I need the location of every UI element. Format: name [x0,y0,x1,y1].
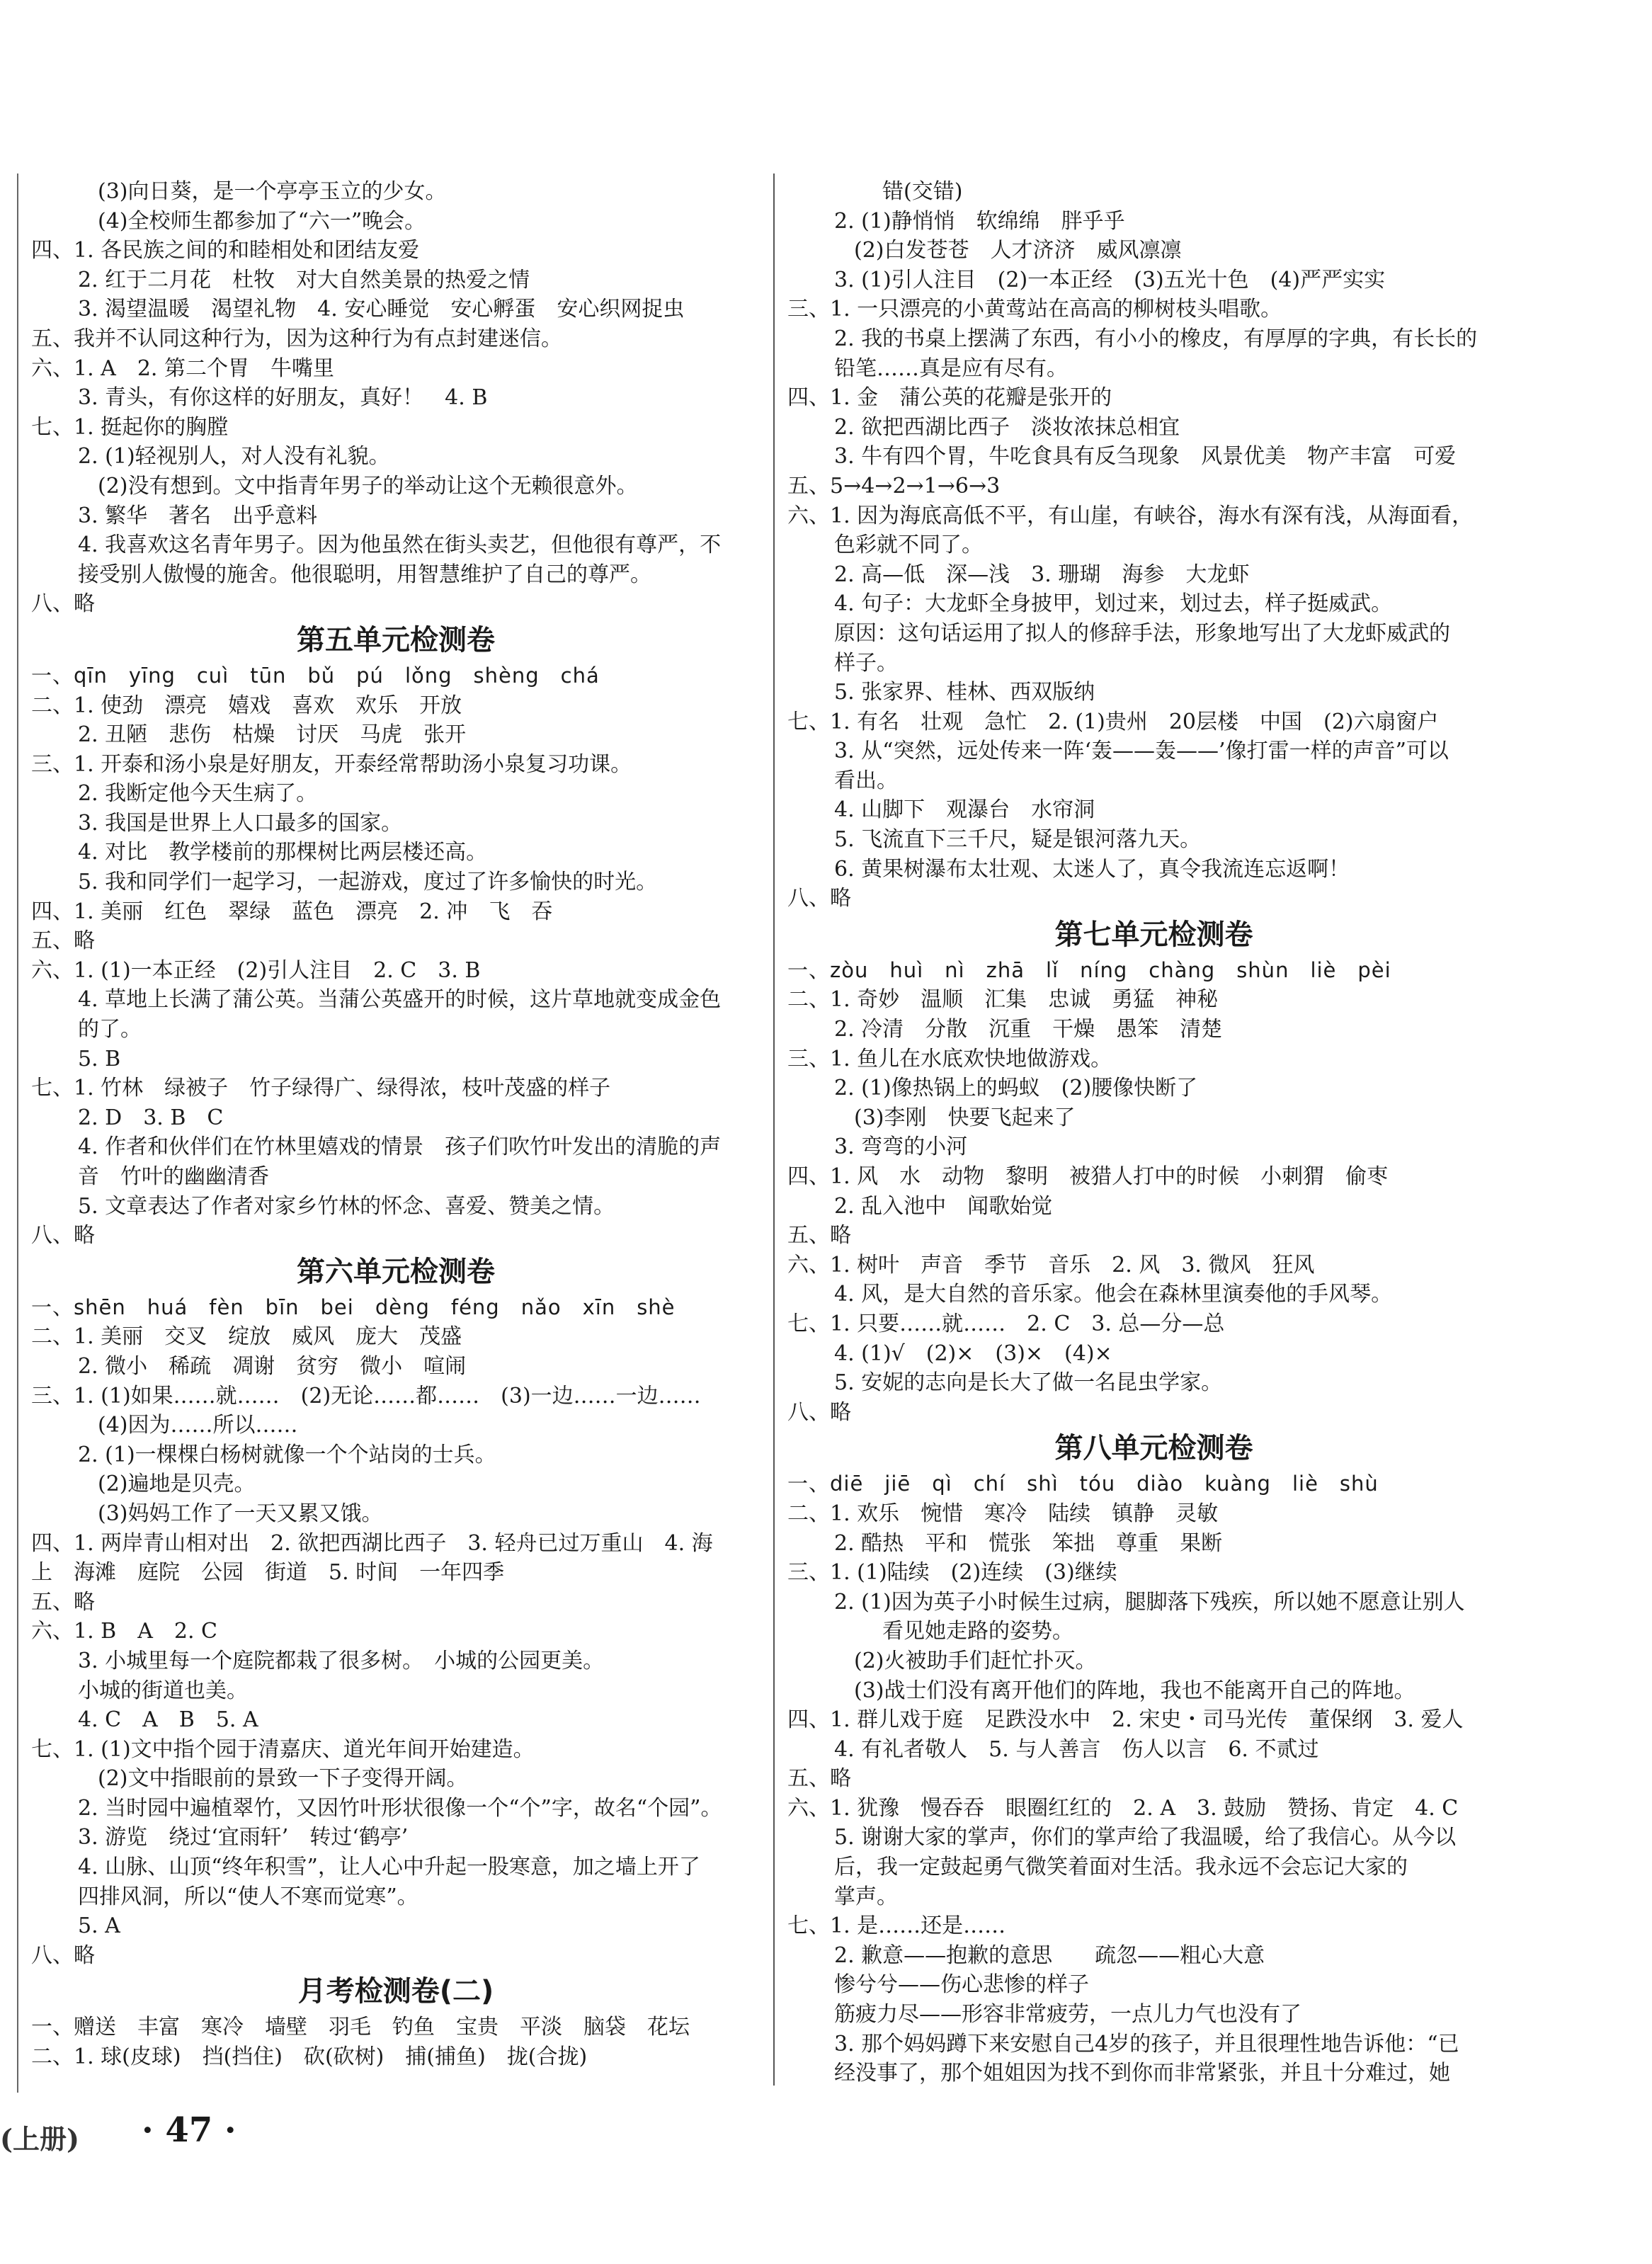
answer-line: 六、1. 犹豫 慢吞吞 眼圈红红的 2. A 3. 鼓励 赞扬、肯定 4. C [787,1795,1459,1821]
answer-line: 4. 作者和伙伴们在竹林里嬉戏的情景 孩子们吹竹叶发出的清脆的声 [78,1134,722,1160]
answer-line: 2. 我断定他今天生病了。 [78,781,318,807]
answer-line: 看出。 [834,768,898,793]
answer-line: 2. D 3. B C [78,1105,224,1130]
book-volume-label: (上册) [0,2123,79,2155]
answer-line: 三、1. (1)如果……就…… (2)无论……都…… (3)一边……一边…… [31,1383,701,1409]
answer-line: 六、1. (1)一本正经 (2)引人注目 2. C 3. B [31,957,481,983]
answer-line: 五、略 [31,928,95,954]
answer-line: 4. 我喜欢这名青年男子。因为他虽然在街头卖艺，但他很有尊严，不 [78,533,722,558]
pinyin-answer-line: 一、shēn huá fèn bīn bei dèng féng nǎo xīn shè [31,1295,676,1319]
section-heading: 第六单元检测卷 [297,1255,495,1288]
answer-line: 2. (1)因为英子小时候生过病，腿脚落下残疾，所以她不愿意让别人 [834,1589,1465,1615]
answer-line: 三、1. 鱼儿在水底欢快地做游戏。 [787,1046,1112,1071]
pinyin-answer-line: 一、zòu huì nì zhā lǐ níng chàng shùn liè pèi [787,957,1391,982]
answer-line: 4. 草地上长满了蒲公英。当蒲公英盛开的时候，这片草地就变成金色 [78,987,722,1013]
answer-line: (3)战士们没有离开他们的阵地，我也不能离开自己的阵地。 [854,1678,1415,1703]
answer-line: 四、1. 风 水 动物 黎明 被猎人打中的时候 小刺猬 偷枣 [787,1164,1389,1189]
answer-line: 二、1. 使劲 漂亮 嬉戏 喜欢 欢乐 开放 [31,693,462,718]
answer-line: 2. 高—低 深—浅 3. 珊瑚 海参 大龙虾 [834,562,1250,587]
answer-line: 4. 山脉、山顶“终年积雪”，让人心中升起一股寒意，加之墙上开了 [78,1855,700,1880]
answer-line: 惨兮兮——伤心悲惨的样子 [834,1972,1089,1998]
answer-line: (3)妈妈工作了一天又累又饿。 [98,1501,383,1526]
answer-line: 4. 对比 教学楼前的那棵树比两层楼还高。 [78,840,488,865]
answer-line: 3. 牛有四个胃，牛吃食具有反刍现象 风景优美 物产丰富 可爱 [834,444,1457,470]
answer-line: 五、5→4→2→1→6→3 [787,473,1001,499]
answer-line: 三、1. 开泰和汤小泉是好朋友，开泰经常帮助汤小泉复习功课。 [31,751,632,777]
answer-line: 八、略 [31,1942,95,1968]
answer-line: 四、1. 群儿戏于庭 足跌没水中 2. 宋史・司马光传 董保纲 3. 爱人 [787,1707,1464,1733]
answer-line: 样子。 [834,650,898,676]
answer-line: 4. 句子：大龙虾全身披甲，划过来，划过去，样子挺威武。 [834,591,1393,617]
answer-line: 七、1. 只要……就…… 2. C 3. 总—分—总 [787,1311,1225,1336]
answer-line: 5. 谢谢大家的掌声，你们的掌声给了我温暖，给了我信心。从今以 [834,1825,1457,1850]
answer-line: 3. 从“突然，远处传来一阵‘轰——轰——’像打雷一样的声音”可以 [834,739,1449,764]
answer-line: 经没事了，那个姐姐因为找不到你而非常紧张，并且十分难过，她 [834,2061,1450,2086]
section-heading: 第七单元检测卷 [1054,918,1253,951]
answer-line: 六、1. 因为海底高低不平，有山崖，有峡谷，海水有深有浅，从海面看， [787,503,1474,528]
answer-line: 3. 游览 绕过‘宜雨轩’ 转过‘鹤亭’ [78,1825,409,1850]
answer-line: 3. 小城里每一个庭院都栽了很多树。 小城的公园更美。 [78,1648,605,1673]
answer-line: 2. 红于二月花 杜牧 对大自然美景的热爱之情 [78,267,530,292]
answer-line: 音 竹叶的幽幽清香 [78,1164,269,1189]
answer-line: 二、1. 欢乐 惋惜 寒冷 陆续 镇静 灵敏 [787,1501,1219,1526]
answer-line: 4. 有礼者敬人 5. 与人善言 伤人以言 6. 不贰过 [834,1736,1319,1762]
answer-line: 错(交错) [882,179,963,204]
answer-line: 4. 山脚下 观瀑台 水帘洞 [834,797,1095,823]
answer-line: 3. 青头，有你这样的好朋友，真好！ 4. B [78,385,488,411]
answer-line: 2. 微小 稀疏 凋谢 贫穷 微小 喧闹 [78,1353,467,1379]
answer-line: 2. (1)静悄悄 软绵绵 胖乎乎 [834,208,1125,234]
answer-line: (2)火被助手们赶忙扑灭。 [854,1648,1097,1673]
answer-line: (2)遍地是贝壳。 [98,1472,256,1497]
answer-line: (4)因为……所以…… [98,1413,298,1438]
answer-line: 铅笔……真是应有尽有。 [834,355,1068,381]
page-number: · 47 · [142,2110,237,2150]
answer-line: 二、1. 奇妙 温顺 汇集 忠诚 勇猛 神秘 [787,987,1219,1013]
answer-line: 2. (1)一棵棵白杨树就像一个个站岗的士兵。 [78,1442,496,1467]
answer-line: 二、1. 美丽 交叉 绽放 威风 庞大 茂盛 [31,1324,462,1350]
answer-line: 2. (1)像热锅上的蚂蚁 (2)腰像快断了 [834,1076,1198,1101]
section-heading: 第八单元检测卷 [1054,1432,1253,1465]
left-margin-rule [17,174,18,2093]
answer-line: 七、1. (1)文中指个园于清嘉庆、道光年间开始建造。 [31,1736,535,1762]
pinyin-answer-line: 一、diē jiē qì chí shì tóu diào kuàng liè shù [787,1472,1379,1496]
answer-line: 5. 张家界、桂林、西双版纳 [834,680,1095,705]
answer-line: 一、赠送 丰富 寒冷 墙壁 羽毛 钓鱼 宝贵 平淡 脑袋 花坛 [31,2015,690,2040]
answer-line: 四、1. 金 蒲公英的花瓣是张开的 [787,385,1112,411]
answer-line: 三、1. (1)陆续 (2)连续 (3)继续 [787,1560,1117,1586]
answer-line: (2)文中指眼前的景致一下子变得开阔。 [98,1766,468,1792]
answer-line: 3. 弯弯的小河 [834,1134,968,1160]
answer-line: 小城的街道也美。 [78,1678,248,1703]
answer-line: 4. (1)√ (2)× (3)× (4)× [834,1341,1112,1366]
right-answer-column [787,177,1520,2088]
answer-line: 八、略 [787,1399,851,1425]
answer-line: 七、1. 有名 壮观 急忙 2. (1)贵州 20层楼 中国 (2)六扇窗户 [787,709,1439,734]
answer-line: 掌声。 [834,1884,898,1909]
section-heading: 第五单元检测卷 [297,623,495,656]
answer-line: 5. 飞流直下三千尺，疑是银河落九天。 [834,827,1202,853]
answer-line: 2. 酷热 平和 慌张 笨拙 尊重 果断 [834,1530,1223,1556]
answer-line: 3. 繁华 著名 出乎意料 [78,503,318,528]
answer-line: 八、略 [787,886,851,911]
answer-line: 五、略 [31,1589,95,1615]
answer-line: 5. A [78,1913,120,1939]
answer-line: 2. 冷清 分散 沉重 干燥 愚笨 清楚 [834,1017,1223,1042]
answer-line: 色彩就不同了。 [834,533,983,558]
answer-line: 四排风洞，所以“使人不寒而觉寒”。 [78,1884,418,1909]
answer-line: 5. B [78,1046,121,1071]
answer-line: 2. 丑陋 悲伤 枯燥 讨厌 马虎 张开 [78,722,467,748]
answer-line: (2)白发苍苍 人才济济 威风凛凛 [854,238,1182,263]
answer-line: 4. C A B 5. A [78,1707,258,1733]
answer-line: 3. 渴望温暖 渴望礼物 4. 安心睡觉 安心孵蛋 安心织网捉虫 [78,297,685,322]
answer-line: 三、1. 一只漂亮的小黄莺站在高高的柳树枝头唱歌。 [787,297,1282,322]
answer-line: 2. 欲把西湖比西子 淡妆浓抹总相宜 [834,414,1180,440]
answer-line: 5. 文章表达了作者对家乡竹林的怀念、喜爱、赞美之情。 [78,1193,615,1219]
answer-line: 六、1. 树叶 声音 季节 音乐 2. 风 3. 微风 狂风 [787,1252,1315,1278]
answer-line: 四、1. 美丽 红色 翠绿 蓝色 漂亮 2. 冲 飞 吞 [31,899,553,924]
answer-line: 2. 乱入池中 闻歌始觉 [834,1193,1053,1219]
answer-line: 六、1. A 2. 第二个胃 牛嘴里 [31,355,334,381]
answer-line: 3. 那个妈妈蹲下来安慰自己4岁的孩子，并且很理性地告诉他：“已 [834,2031,1459,2057]
answer-line: (2)没有想到。文中指青年男子的举动让这个无赖很意外。 [98,473,638,499]
answer-line: 后，我一定鼓起勇气微笑着面对生活。我永远不会忘记大家的 [834,1855,1408,1880]
answer-line: 五、略 [787,1766,851,1792]
answer-line: 八、略 [31,591,95,617]
answer-line: 2. (1)轻视别人，对人没有礼貌。 [78,444,390,470]
answer-line: 七、1. 是……还是…… [787,1913,1006,1939]
answer-line: 2. 歉意——抱歉的意思 疏忽——粗心大意 [834,1942,1265,1968]
answer-line: 四、1. 各民族之间的和睦相处和团结友爱 [31,238,420,263]
column-divider [773,174,775,2086]
answer-line: 6. 黄果树瀑布太壮观、太迷人了，真令我流连忘返啊！ [834,856,1350,882]
answer-line: 二、1. 球(皮球) 挡(挡住) 砍(砍树) 捕(捕鱼) 拢(合拢) [31,2044,588,2070]
answer-line: 2. 当时园中遍植翠竹，又因竹叶形状很像一个“个”字，故名“个园”。 [78,1795,722,1821]
answer-line: 接受别人傲慢的施舍。他很聪明，用智慧维护了自己的尊严。 [78,562,651,587]
answer-line: 5. 我和同学们一起学习，一起游戏，度过了许多愉快的时光。 [78,870,658,895]
answer-line: 3. (1)引人注目 (2)一本正经 (3)五光十色 (4)严严实实 [834,267,1386,292]
answer-line: (3)李刚 快要飞起来了 [854,1105,1076,1130]
answer-line: 5. 安妮的志向是长大了做一名昆虫学家。 [834,1370,1223,1396]
answer-line: 七、1. 竹林 绿被子 竹子绿得广、绿得浓，枝叶茂盛的样子 [31,1076,611,1101]
answer-line: 七、1. 挺起你的胸膛 [31,414,229,440]
section-heading: 月考检测卷(二) [297,1975,494,2008]
answer-line: 八、略 [31,1223,95,1248]
pinyin-answer-line: 一、qīn yīng cuì tūn bǔ pú lǒng shèng chá [31,663,600,688]
answer-line: 的了。 [78,1017,142,1042]
answer-line: (3)向日葵，是一个亭亭玉立的少女。 [98,179,447,204]
answer-line: 上 海滩 庭院 公园 街道 5. 时间 一年四季 [31,1560,505,1586]
answer-line: 2. 我的书桌上摆满了东西，有小小的橡皮，有厚厚的字典，有长长的 [834,326,1478,351]
answer-line: (4)全校师生都参加了“六一”晚会。 [98,208,426,234]
answer-line: 五、我并不认同这种行为，因为这种行为有点封建迷信。 [31,326,562,351]
answer-line: 4. 风，是大自然的音乐家。他会在森林里演奏他的手风琴。 [834,1282,1393,1307]
answer-line: 看见她走路的姿势。 [882,1619,1073,1644]
left-answer-column [31,177,761,2072]
answer-line: 五、略 [787,1223,851,1248]
answer-line: 3. 我国是世界上人口最多的国家。 [78,810,403,836]
answer-line: 四、1. 两岸青山相对出 2. 欲把西湖比西子 3. 轻舟已过万重山 4. 海 [31,1530,713,1556]
answer-line: 筋疲力尽——形容非常疲劳，一点儿力气也没有了 [834,2002,1301,2027]
answer-line: 原因：这句话运用了拟人的修辞手法，形象地写出了大龙虾威武的 [834,620,1450,646]
answer-line: 六、1. B A 2. C [31,1619,217,1644]
